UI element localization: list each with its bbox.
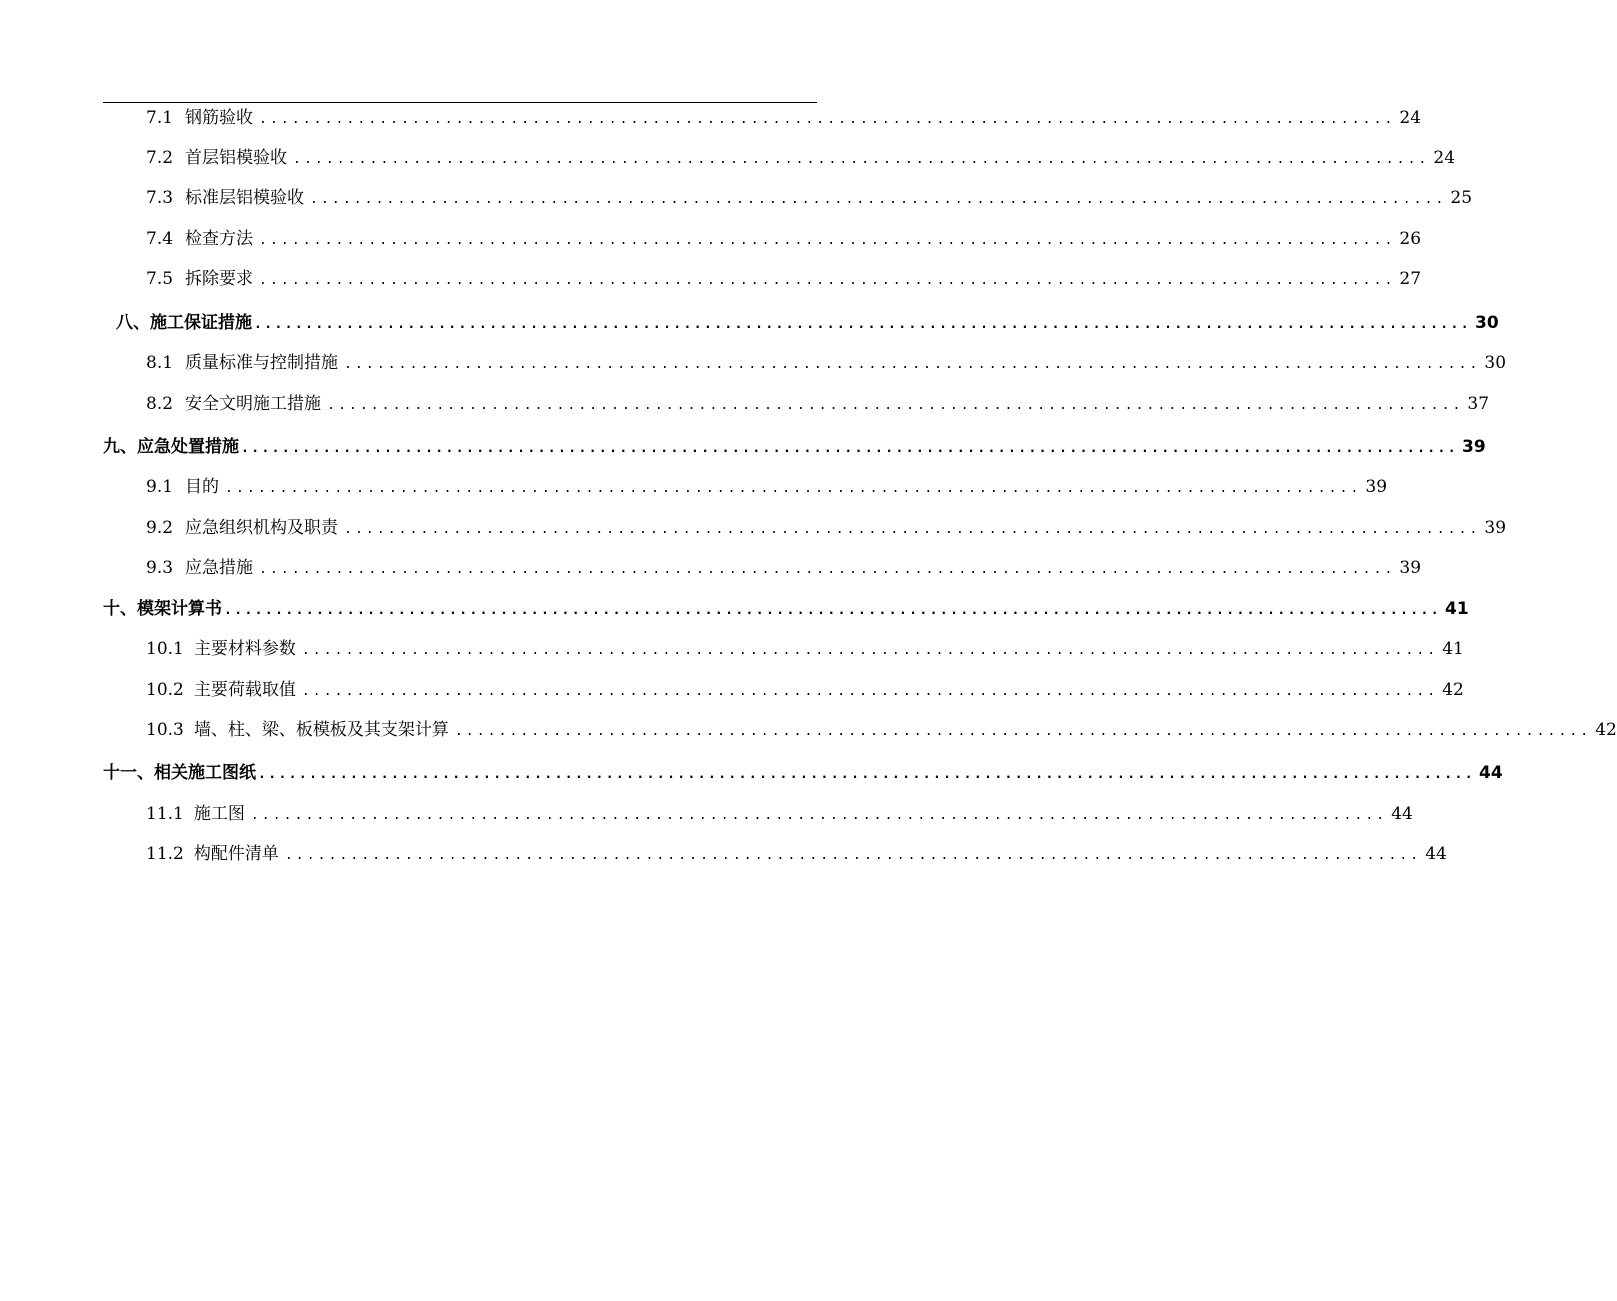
toc-entry-title: 墙、柱、梁、板模板及其支架计算 <box>193 720 449 740</box>
toc-entry-8-2[interactable] <box>146 391 1490 417</box>
toc-dot-leader: ........................................................................................................ <box>454 724 1592 739</box>
toc-entry-number: 7.4 <box>146 229 174 249</box>
toc-chapter-page: 39 <box>1461 437 1486 457</box>
toc-entry-page: 27 <box>1399 269 1422 289</box>
toc-entry-9-1[interactable] <box>146 474 1388 500</box>
toc-entry-page: 44 <box>1391 804 1413 824</box>
toc-entry-title: 钢筋验收 <box>185 108 254 128</box>
toc-entry-title: 质量标准与控制措施 <box>185 353 339 373</box>
toc-entry-page: 42 <box>1595 720 1617 740</box>
toc-entry-title: 检查方法 <box>185 229 254 249</box>
toc-chapter-title: 十、模架计算书 <box>103 599 222 619</box>
toc-chapter-title: 九、应急处置措施 <box>103 437 239 457</box>
toc-entry-number: 11.1 <box>146 804 184 824</box>
toc-entry-number: 7.5 <box>146 269 174 289</box>
toc-chapter-title: 十一、相关施工图纸 <box>103 763 256 783</box>
toc-entry-title: 标准层铝模验收 <box>185 188 305 208</box>
toc-entry-11-2[interactable] <box>146 841 1447 867</box>
toc-entry-page: 37 <box>1467 394 1490 414</box>
toc-entry-9-3[interactable] <box>146 555 1422 581</box>
toc-entry-7-3[interactable] <box>146 185 1473 211</box>
toc-entry-number: 9.2 <box>146 518 174 538</box>
toc-entry-page: 24 <box>1433 148 1456 168</box>
toc-entry-page: 42 <box>1442 680 1464 700</box>
toc-entry-title: 首层铝模验收 <box>185 148 288 168</box>
toc-entry-page: 39 <box>1484 518 1507 538</box>
toc-entry-page: 41 <box>1442 639 1464 659</box>
toc-dot-leader: ....................................................................................................................... <box>254 317 1471 332</box>
toc-entry-title: 构配件清单 <box>193 844 279 864</box>
toc-dot-leader: ........................................................................................................ <box>259 112 1396 127</box>
toc-entry-number: 10.1 <box>146 639 184 659</box>
toc-entry-number: 11.2 <box>146 844 184 864</box>
toc-entry-title: 应急措施 <box>185 558 254 578</box>
toc-chapter-11[interactable] <box>103 760 1503 786</box>
toc-entry-7-5[interactable] <box>146 266 1422 292</box>
toc-entry-page: 24 <box>1399 108 1422 128</box>
toc-chapter-page: 44 <box>1478 763 1503 783</box>
toc-chapter-page: 41 <box>1444 599 1469 619</box>
toc-entry-page: 25 <box>1450 188 1473 208</box>
toc-entry-title: 拆除要求 <box>185 269 254 289</box>
toc-entry-10-1[interactable] <box>146 636 1464 662</box>
toc-dot-leader: ........................................................................................................ <box>344 522 1481 537</box>
toc-dot-leader: ........................................................................................................ <box>259 562 1396 577</box>
toc-entry-number: 10.3 <box>146 720 184 740</box>
toc-entry-page: 30 <box>1484 353 1507 373</box>
toc-dot-leader: ........................................................................................................ <box>284 848 1422 863</box>
toc-entry-title: 安全文明施工措施 <box>185 394 322 414</box>
toc-entry-number: 7.2 <box>146 148 174 168</box>
toc-entry-title: 主要荷载取值 <box>193 680 296 700</box>
toc-dot-leader: ........................................................................................................ <box>259 233 1396 248</box>
toc-dot-leader: ........................................................................................................ <box>344 357 1481 372</box>
toc-dot-leader: ....................................................................................................................... <box>241 441 1458 456</box>
toc-entry-10-2[interactable] <box>146 677 1464 703</box>
toc-dot-leader: ........................................................................................................ <box>225 481 1362 496</box>
toc-chapter-10[interactable] <box>103 596 1469 622</box>
toc-dot-leader: ....................................................................................................................... <box>224 603 1441 618</box>
toc-entry-page: 44 <box>1425 844 1447 864</box>
toc-entry-11-1[interactable] <box>146 801 1413 827</box>
toc-dot-leader: ........................................................................................................ <box>259 273 1396 288</box>
toc-dot-leader: ....................................................................................................................... <box>258 767 1475 782</box>
toc-entry-7-2[interactable] <box>146 145 1456 171</box>
toc-entry-7-4[interactable] <box>146 226 1422 252</box>
toc-dot-leader: ........................................................................................................ <box>310 192 1447 207</box>
toc-entry-page: 26 <box>1399 229 1422 249</box>
toc-entry-title: 主要材料参数 <box>193 639 296 659</box>
toc-entry-number: 9.3 <box>146 558 174 578</box>
toc-dot-leader: ........................................................................................................ <box>293 152 1430 167</box>
toc-entry-number: 8.1 <box>146 353 174 373</box>
toc-dot-leader: ........................................................................................................ <box>327 398 1464 413</box>
toc-entry-8-1[interactable] <box>146 350 1507 376</box>
toc-dot-leader: ........................................................................................................ <box>301 684 1439 699</box>
toc-entry-title: 应急组织机构及职责 <box>185 518 339 538</box>
toc-entry-7-1[interactable] <box>146 105 1422 131</box>
toc-chapter-page: 30 <box>1474 313 1499 333</box>
toc-entry-number: 7.3 <box>146 188 174 208</box>
toc-entry-title: 施工图 <box>193 804 245 824</box>
toc-dot-leader: ........................................................................................................ <box>301 643 1439 658</box>
toc-entry-number: 10.2 <box>146 680 184 700</box>
toc-entry-number: 9.1 <box>146 477 174 497</box>
toc-entry-page: 39 <box>1399 558 1422 578</box>
toc-entry-title: 目的 <box>185 477 220 497</box>
toc-chapter-9[interactable] <box>103 434 1486 460</box>
toc-entry-page: 39 <box>1365 477 1388 497</box>
toc-chapter-8[interactable] <box>116 310 1499 336</box>
toc-entry-number: 8.2 <box>146 394 174 414</box>
toc-dot-leader: ........................................................................................................ <box>250 808 1388 823</box>
toc-chapter-title: 八、施工保证措施 <box>116 313 252 333</box>
toc-entry-9-2[interactable] <box>146 515 1507 541</box>
toc-entry-10-3[interactable] <box>146 717 1617 743</box>
toc-entry-number: 7.1 <box>146 108 174 128</box>
